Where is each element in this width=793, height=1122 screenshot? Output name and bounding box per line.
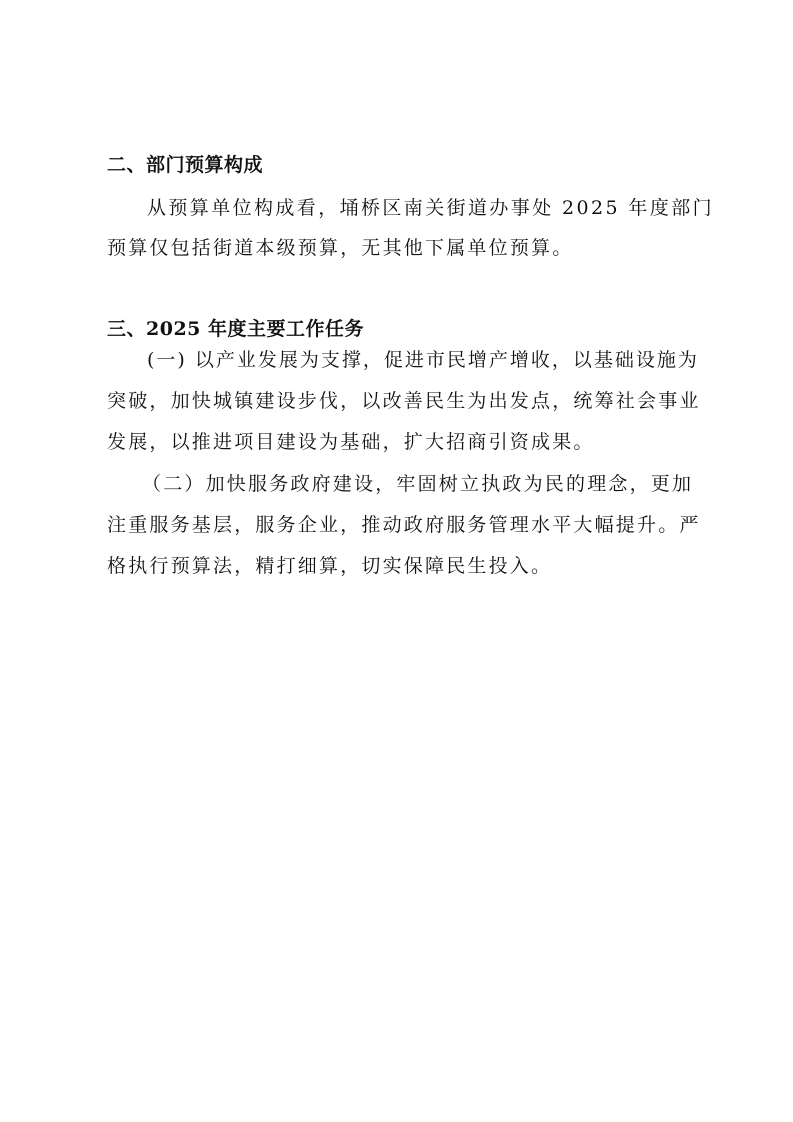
paragraph-line: 从预算单位构成看，埇桥区南关街道办事处 2025 年度部门 (147, 197, 715, 219)
paragraph-line: (一) 以产业发展为支撑，促进市民增产增收，以基础设施为 (147, 349, 699, 371)
section-heading-budget-composition: 二、部门预算构成 (107, 154, 264, 176)
paragraph-line: 突破，加快城镇建设步伐，以改善民生为出发点，统筹社会事业 (107, 390, 701, 412)
paragraph-line: 格执行预算法，精打细算，切实保障民生投入。 (107, 555, 553, 577)
paragraph-line: 发展，以推进项目建设为基础，扩大招商引资成果。 (107, 431, 595, 453)
section-heading-main-tasks: 三、2025 年度主要工作任务 (107, 318, 364, 340)
paragraph-line: 注重服务基层，服务企业，推动政府服务管理水平大幅提升。严 (107, 514, 701, 536)
paragraph-line: 预算仅包括街道本级预算，无其他下属单位预算。 (107, 237, 574, 259)
paragraph-line: （二）加快服务政府建设，牢固树立执政为民的理念，更加 (142, 473, 694, 495)
